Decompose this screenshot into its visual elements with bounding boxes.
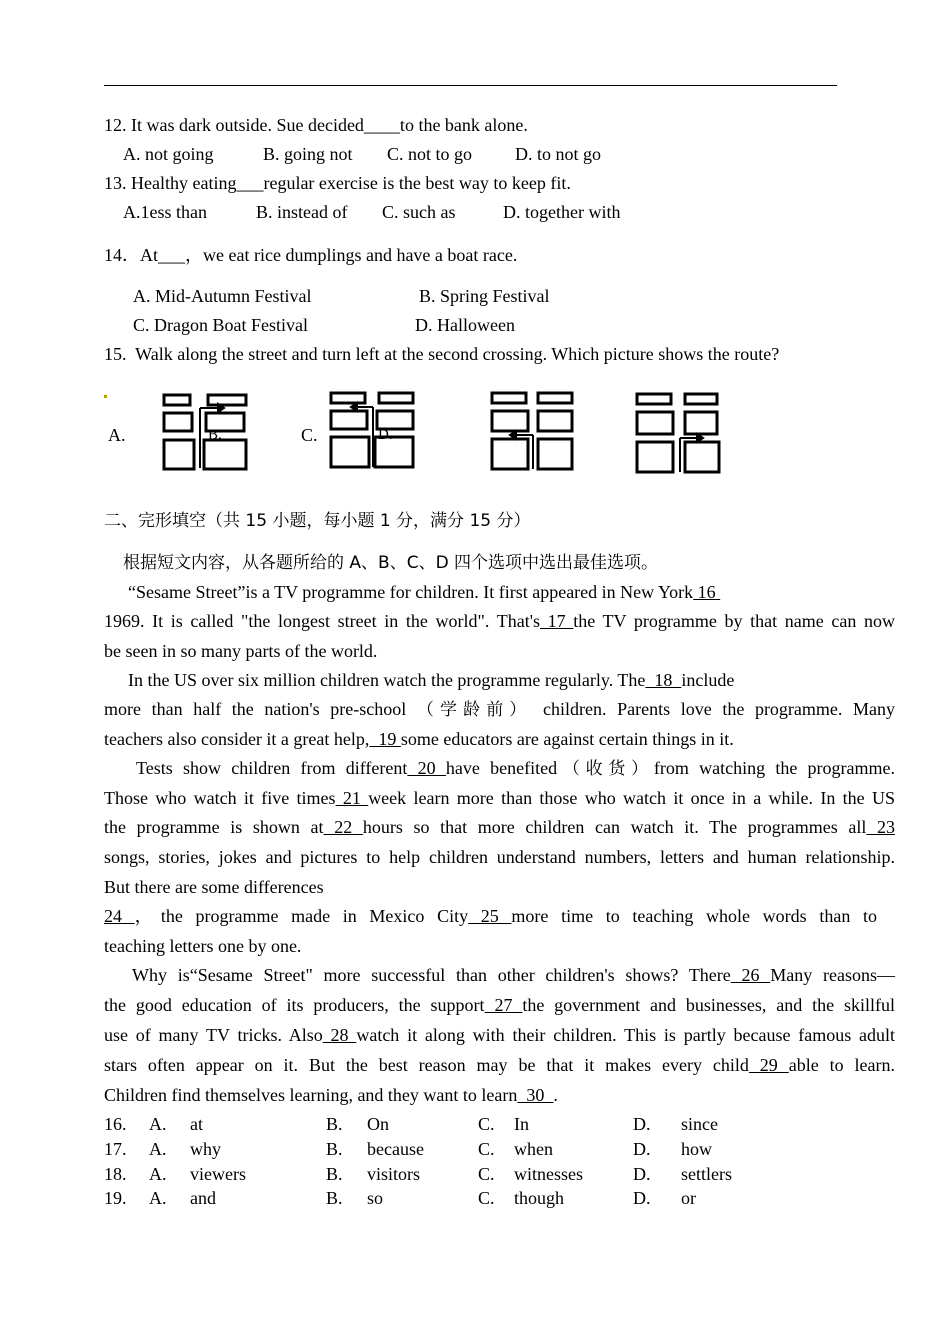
passage-line-9: the programme is shown at 22 hours so that more children can watch it. The programmes all 23 <box>104 817 895 837</box>
passage-line-17: stars often appear on it. But the best reason may be that it makes every child 29 able to learn. <box>104 1055 895 1075</box>
option-b: On <box>367 1114 389 1134</box>
passage-line-18: Children find themselves learning, and they want to learn 30 . <box>104 1085 558 1105</box>
q13-option-a: A.1ess than <box>123 202 207 222</box>
q12-option-b: B. going not <box>263 144 353 164</box>
option-letter-b: B. <box>326 1188 343 1208</box>
option-letter-b: B. <box>326 1139 343 1159</box>
q14-option-d: D. Halloween <box>415 315 515 335</box>
blank-29: 29 <box>748 1055 789 1075</box>
option-letter-a: A. <box>149 1164 167 1184</box>
blank-18: 18 <box>645 670 682 690</box>
passage-line-10: songs, stories, jokes and pictures to help children understand numbers, letters and human relationship. <box>104 847 895 867</box>
passage-line-11: But there are some differences <box>104 877 324 897</box>
section-heading: 二、完形填空（共 15 小题，每小题 1 分，满分 15 分） <box>104 511 531 531</box>
question-number: 18. <box>104 1164 127 1184</box>
option-letter-b: B. <box>326 1164 343 1184</box>
route-picture-b <box>327 391 415 471</box>
option-letter-a: A. <box>149 1139 167 1159</box>
passage-line-15: the good education of its producers, the support 27 the government and businesses, and the skillful <box>104 995 895 1015</box>
blank-19: 19 <box>369 729 401 749</box>
q15-label-b: B. <box>208 427 222 443</box>
passage-line-3: be seen in so many parts of the world. <box>104 641 378 661</box>
q14-stem: 14．At___，we eat rice dumplings and have a boat race. <box>104 245 518 265</box>
q13-stem: 13. Healthy eating___regular exercise is the best way to keep fit. <box>104 173 571 193</box>
option-a: viewers <box>190 1164 246 1184</box>
option-letter-d: D. <box>633 1114 651 1134</box>
passage-line-5: more than half the nation's pre-school （学龄前） children. Parents love the programme. Many <box>104 699 896 720</box>
passage-line-7: Tests show children from different 20 have benefited（收货）from watching the programme. <box>136 758 896 779</box>
blank-30: 30 <box>517 1085 554 1105</box>
blank-21: 21 <box>335 788 369 808</box>
q12-option-c: C. not to go <box>387 144 473 164</box>
option-letter-c: C. <box>478 1188 495 1208</box>
option-d: since <box>681 1114 718 1134</box>
blank-24: 24 <box>104 906 135 926</box>
q13-option-c: C. such as <box>382 202 456 222</box>
passage-line-8: Those who watch it five times 21 week learn more than those who watch it once in a while. In the US <box>104 788 895 808</box>
q14-option-c: C. Dragon Boat Festival <box>133 315 308 335</box>
option-letter-d: D. <box>633 1164 651 1184</box>
header-rule <box>104 85 837 86</box>
q15-label-c: C. <box>301 425 318 445</box>
passage-line-1: “Sesame Street”is a TV programme for children. It first appeared in New York 16 <box>128 582 721 602</box>
option-b: because <box>367 1139 424 1159</box>
passage-line-4: In the US over six million children watch the programme regularly. The 18 include <box>128 670 735 690</box>
q14-option-b: B. Spring Festival <box>419 286 550 306</box>
blank-22: 22 <box>323 817 363 837</box>
option-d: settlers <box>681 1164 732 1184</box>
question-number: 16. <box>104 1114 127 1134</box>
option-letter-d: D. <box>633 1188 651 1208</box>
section-instruction: 根据短文内容，从各题所给的 A、B、C、D 四个选项中选出最佳选项。 <box>123 553 659 573</box>
blank-25: 25 <box>468 906 512 926</box>
option-a: and <box>190 1188 216 1208</box>
blank-17: 17 <box>539 611 574 631</box>
option-c: In <box>514 1114 529 1134</box>
q15-label-a: A. <box>108 425 126 445</box>
blank-16: 16 <box>693 582 721 602</box>
blank-27: 27 <box>484 995 523 1015</box>
option-letter-c: C. <box>478 1139 495 1159</box>
route-picture-c <box>488 391 576 473</box>
option-a: why <box>190 1139 221 1159</box>
option-b: visitors <box>367 1164 421 1184</box>
option-d: how <box>681 1139 712 1159</box>
option-letter-a: A. <box>149 1188 167 1208</box>
q12-option-a: A. not going <box>123 144 214 164</box>
route-picture-a <box>160 393 248 473</box>
passage-line-13: teaching letters one by one. <box>104 936 302 956</box>
q13-option-d: D. together with <box>503 202 621 222</box>
option-d: or <box>681 1188 696 1208</box>
route-picture-d <box>633 392 723 476</box>
option-c: though <box>514 1188 565 1208</box>
q13-option-b: B. instead of <box>256 202 348 222</box>
q15-label-d: D. <box>378 427 393 443</box>
blank-28: 28 <box>322 1025 357 1045</box>
passage-line-6: teachers also consider it a great help, 19 some educators are against certain things in it. <box>104 729 734 749</box>
passage-line-16: use of many TV tricks. Also 28 watch it along with their children. This is partly because famous adult <box>104 1025 896 1045</box>
option-b: so <box>367 1188 384 1208</box>
q12-stem: 12. It was dark outside. Sue decided____to the bank alone. <box>104 115 528 135</box>
blank-20: 20 <box>407 758 446 778</box>
blank-23: 23 <box>866 817 895 837</box>
stray-mark <box>104 395 107 398</box>
q12-option-d: D. to not go <box>515 144 602 164</box>
option-letter-b: B. <box>326 1114 343 1134</box>
q15-stem: 15. Walk along the street and turn left at the second crossing. Which picture shows the route? <box>104 344 780 364</box>
option-c: witnesses <box>514 1164 583 1184</box>
option-letter-c: C. <box>478 1164 495 1184</box>
q14-option-a: A. Mid-Autumn Festival <box>133 286 312 306</box>
passage-line-12: 24 ，the programme made in Mexico City 25 more time to teaching whole words than to <box>104 906 877 926</box>
option-letter-d: D. <box>633 1139 651 1159</box>
option-c: when <box>514 1139 553 1159</box>
option-letter-c: C. <box>478 1114 495 1134</box>
question-number: 17. <box>104 1139 127 1159</box>
blank-26: 26 <box>730 965 771 985</box>
question-number: 19. <box>104 1188 127 1208</box>
passage-line-2: 1969. It is called "the longest street in the world". That's 17 the TV programme by that name can now <box>104 611 895 631</box>
passage-line-14: Why is“Sesame Street" more successful than other children's shows? There 26 Many reasons— <box>132 965 895 985</box>
option-a: at <box>190 1114 203 1134</box>
option-letter-a: A. <box>149 1114 167 1134</box>
